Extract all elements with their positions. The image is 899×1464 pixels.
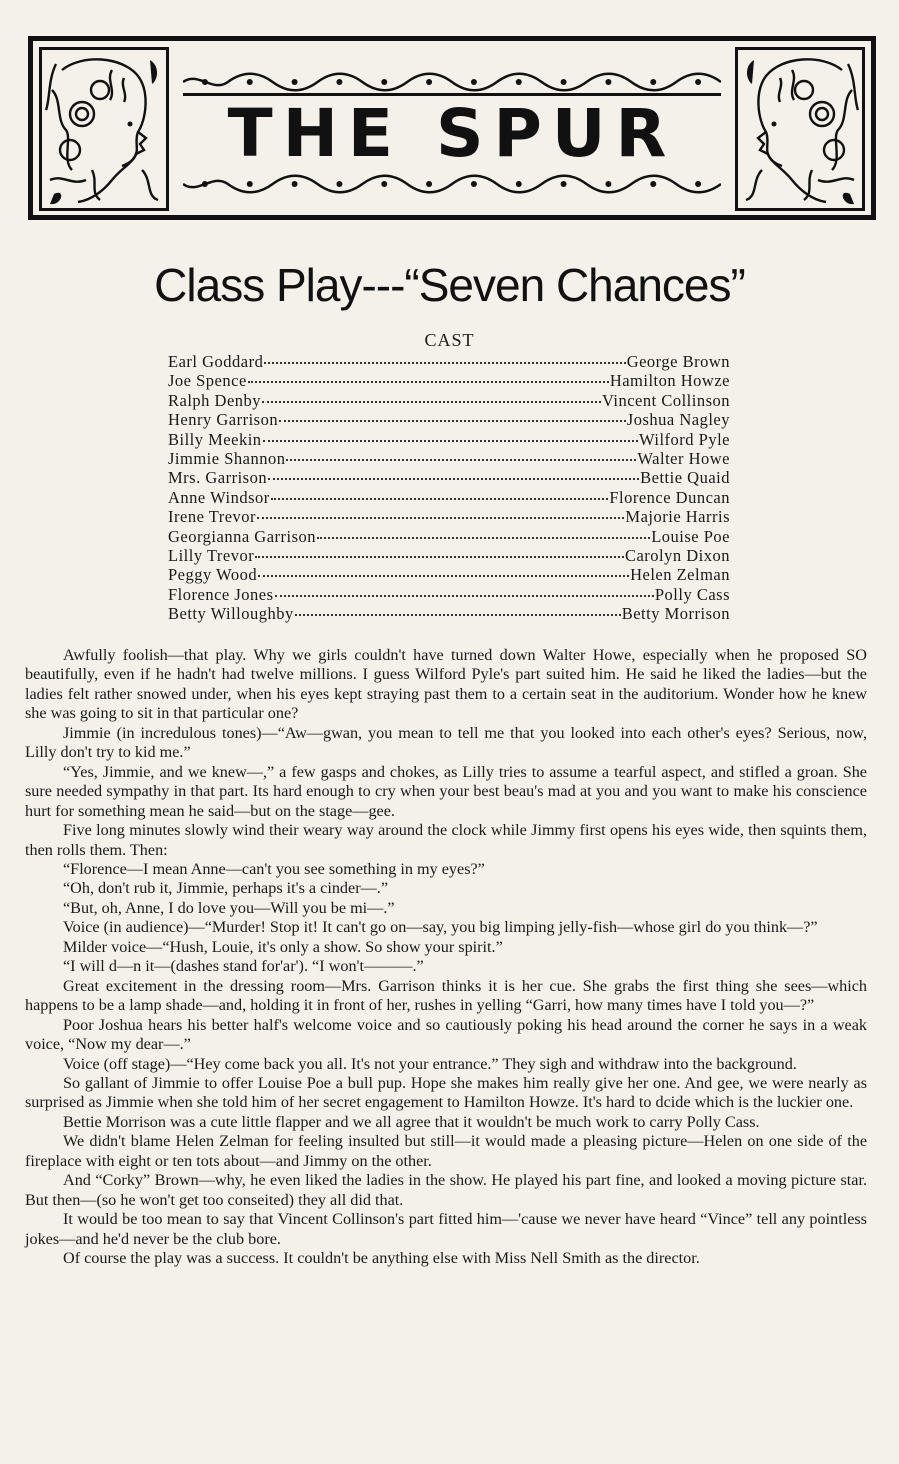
paragraph: We didn't blame Helen Zelman for feeling insulted but still—it would made a pleasing picture—Helen on one side of the fireplace with eight or ten tots about—and Jimmy on the other. xyxy=(25,1132,867,1170)
cast-actor: Betty Morrison xyxy=(621,604,730,624)
dot-leader xyxy=(268,466,639,480)
cast-role: Peggy Wood xyxy=(168,565,258,585)
dot-leader xyxy=(295,602,621,616)
paragraph: So gallant of Jimmie to offer Louise Poe a bull pup. Hope she makes him really give her one. And gee, we were nearly as surprised as Jimmie when she told him of her secret engagement to Hamilton Howze. It's hard to dcide which is the luckier one. xyxy=(25,1073,867,1112)
cast-list xyxy=(168,352,730,624)
article-headline: Class Play---“Seven Chances” xyxy=(154,259,745,311)
paragraph: Poor Joshua hears his better half's welcome voice and so cautiously poking his head around the corner he says in a weak voice, “Now my dear—.” xyxy=(25,1015,867,1054)
cast-role: Billy Meekin xyxy=(168,429,262,449)
scroll-ornament-top xyxy=(183,71,721,93)
paragraph: Voice (in audience)—“Murder! Stop it! It can't go on—say, you big limping jelly-fish—whose girl do you think—?” xyxy=(63,918,818,937)
masthead-title: THE SPUR xyxy=(183,93,721,179)
dot-leader xyxy=(258,563,629,577)
paragraph: “I will d—n it—(dashes stand for'ar'). “I won't———.” xyxy=(63,957,424,976)
cast-actor: Florence Duncan xyxy=(609,487,730,507)
dot-leader xyxy=(263,428,638,442)
cast-role: Ralph Denby xyxy=(168,390,262,410)
dot-leader xyxy=(255,544,624,558)
paragraph: And “Corky” Brown—why, he even liked the ladies in the show. He played his part fine, and looked a moving picture star. But then—(so he won't get too conseited) they all did that. xyxy=(25,1171,867,1209)
cast-role: Earl Goddard xyxy=(168,352,264,371)
cast-role: Mrs. Garrison xyxy=(168,468,268,488)
paragraph: Voice (off stage)—“Hey come back you all. It's not your entrance.” They sigh and withdraw into the background. xyxy=(63,1054,797,1073)
paragraph: Of course the play was a success. It couldn't be anything else with Miss Nell Smith as the director. xyxy=(63,1249,700,1268)
cast-role: Betty Willoughby xyxy=(168,604,294,624)
dot-leader xyxy=(257,505,624,519)
cast-actor: Vincent Collinson xyxy=(601,390,730,410)
cast-actor: Hamilton Howze xyxy=(609,371,730,391)
dot-leader xyxy=(262,389,601,403)
masthead xyxy=(28,36,876,220)
dot-leader xyxy=(286,447,636,461)
cast-heading: CAST xyxy=(424,330,475,350)
woman-profile-right-icon xyxy=(738,50,862,208)
cast-actor: Wilford Pyle xyxy=(638,429,730,449)
cast-role: Irene Trevor xyxy=(168,507,257,527)
cast-actor: Polly Cass xyxy=(654,584,730,604)
right-portrait-panel xyxy=(735,47,865,211)
article-body xyxy=(25,646,867,1269)
cast-role: Lilly Trevor xyxy=(168,546,255,566)
cast-actor: Carolyn Dixon xyxy=(624,546,730,566)
cast-actor: George Brown xyxy=(626,352,730,371)
paragraph: Awfully foolish—that play. Why we girls couldn't have turned down Walter Howe, especially when he proposed SO beautifully, even if he hadn't had twelve millions. I guess Wilford Pyle's part suited him. He said he liked the ladies—but the ladies felt rather snowed under, when his eyes kept straying past them to a certain seat in the auditorium. Wonder how he knew she was going to sit in that particular one? xyxy=(25,646,867,723)
dot-leader xyxy=(264,350,625,364)
title-band xyxy=(183,71,721,195)
dot-leader xyxy=(271,486,609,500)
cast-role: Jimmie Shannon xyxy=(168,449,286,469)
paragraph: “Florence—I mean Anne—can't you see something in my eyes?” xyxy=(63,859,485,878)
cast-role: Anne Windsor xyxy=(168,487,270,507)
left-portrait-panel xyxy=(39,47,169,211)
paragraph: Jimmie (in incredulous tones)—“Aw—gwan, you mean to tell me that you looked into each other's eyes? Serious, now, Lilly don't try to kid me.” xyxy=(25,723,867,762)
paragraph: Milder voice—“Hush, Louie, it's only a show. So show your spirit.” xyxy=(63,937,503,956)
paragraph: Bettie Morrison was a cute little flapper and we all agree that it wouldn't be much work to carry Polly Cass. xyxy=(63,1112,760,1131)
paragraph: “Yes, Jimmie, and we knew—,” a few gasps and chokes, as Lilly tries to assume a tearful aspect, and stifled a groan. She sure needed sympathy in that part. Its hard enough to cry when your best beau's mad at you and you want to make his conscience hurt for something mean he said—but on the stage—gee. xyxy=(25,762,867,820)
cast-actor: Majorie Harris xyxy=(625,507,730,527)
cast-actor: Louise Poe xyxy=(651,526,730,546)
paragraph: Great excitement in the dressing room—Mrs. Garrison thinks it is her cue. She grabs the first thing she sees—which happens to be a lamp shade—and, holding it in front of her, rushes in yelling “Garri, how many times have I told you—?” xyxy=(25,976,867,1015)
paragraph: “But, oh, Anne, I do love you—Will you be mi—.” xyxy=(63,898,395,917)
cast-role: Henry Garrison xyxy=(168,410,279,430)
cast-actor: Bettie Quaid xyxy=(640,468,730,488)
dot-leader xyxy=(279,408,626,422)
paragraph: Five long minutes slowly wind their weary way around the clock while Jimmy first opens his eyes wide, then squints them, then rolls them. Then: xyxy=(25,821,867,859)
dot-leader xyxy=(275,583,654,597)
cast-role: Florence Jones xyxy=(168,584,274,604)
cast-row xyxy=(168,604,730,623)
cast-role: Joe Spence xyxy=(168,371,247,391)
dot-leader xyxy=(248,369,609,383)
cast-actor: Joshua Nagley xyxy=(626,410,730,430)
woman-profile-left-icon xyxy=(42,50,166,208)
cast-actor: Walter Howe xyxy=(637,449,730,469)
scroll-ornament-bottom xyxy=(183,173,721,195)
paragraph: It would be too mean to say that Vincent Collinson's part fitted him—'cause we never have heard “Vince” tell any pointless jokes—and he'd never be the club bore. xyxy=(25,1210,867,1248)
paragraph: “Oh, don't rub it, Jimmie, perhaps it's a cinder—.” xyxy=(63,879,389,898)
cast-role: Georgianna Garrison xyxy=(168,526,317,546)
cast-actor: Helen Zelman xyxy=(630,565,730,585)
dot-leader xyxy=(317,525,650,539)
